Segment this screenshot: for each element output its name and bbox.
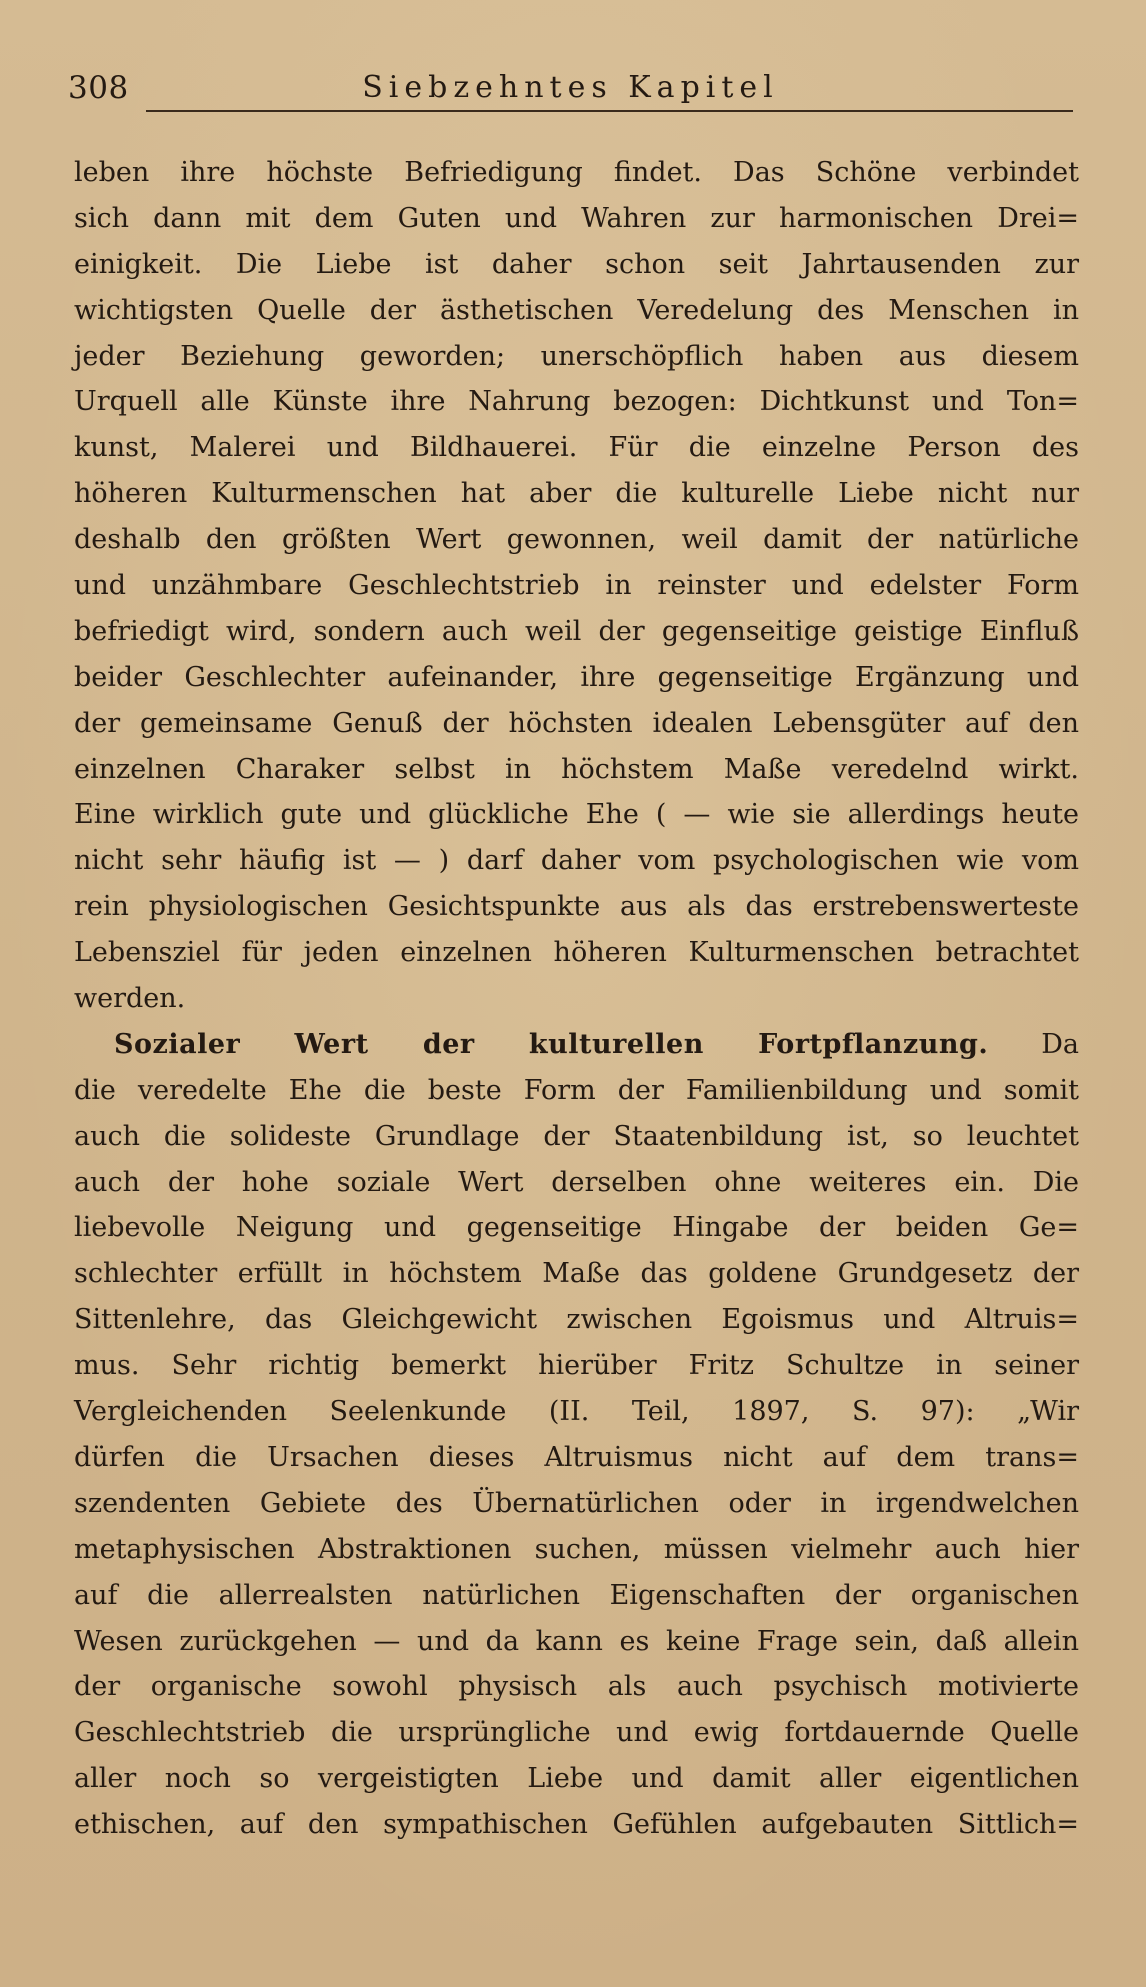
page-number: 308 — [68, 70, 129, 106]
text-line: leben ihre höchste Befriedigung findet. Das Schöne verbindet — [74, 157, 1079, 188]
text-line: aller noch so vergeistigten Liebe und damit aller eigentlichen — [74, 1763, 1079, 1795]
text-line: ethischen, auf den sympathischen Gefühlen aufgebauten Sittlich= — [74, 1809, 1079, 1841]
text-line: auf die allerrealsten natürlichen Eigenschaften der organischen — [74, 1579, 1079, 1611]
text-line: wichtigsten Quelle der ästhetischen Veredelung des Menschen in — [74, 294, 1079, 326]
text-line: Sittenlehre, das Gleichgewicht zwischen Egoismus und Altruis= — [74, 1304, 1079, 1336]
text-line: Vergleichenden Seelenkunde (II. Teil, 1897, S. 97): „Wir — [74, 1396, 1079, 1428]
text-line: sich dann mit dem Guten und Wahren zur harmonischen Drei= — [74, 202, 1079, 234]
text-line: kunst, Malerei und Bildhauerei. Für die einzelne Person des — [74, 432, 1079, 464]
text-line: jeder Beziehung geworden; unerschöpflich haben aus diesem — [74, 340, 1079, 372]
text-line: Geschlechtstrieb die ursprüngliche und ewig fortdauernde Quelle — [74, 1717, 1079, 1749]
text-line: und unzähmbare Geschlechtstrieb in reinster und edelster Form — [74, 570, 1079, 602]
text-line: der gemeinsame Genuß der höchsten idealen Lebensgüter auf den — [74, 707, 1079, 739]
text-line: befriedigt wird, sondern auch weil der gegenseitige geistige Einfluß — [74, 615, 1079, 647]
section-heading-line — [74, 1022, 1079, 1068]
text-line: auch die solideste Grundlage der Staatenbildung ist, so leuchtet — [74, 1120, 1079, 1152]
text-line: einzelnen Charaker selbst in höchstem Maße veredelnd wirkt. — [74, 753, 1079, 785]
text-line: Wesen zurückgehen — und da kann es keine Frage sein, daß allein — [74, 1625, 1079, 1657]
page-header — [68, 70, 1073, 116]
text-line: mus. Sehr richtig bemerkt hierüber Fritz Schultze in seiner — [74, 1350, 1079, 1382]
text-line: die veredelte Ehe die beste Form der Familienbildung und somit — [74, 1074, 1079, 1106]
section-heading-continuation: Da — [1041, 1028, 1079, 1060]
text-line: dürfen die Ursachen dieses Altruismus nicht auf dem trans= — [74, 1441, 1079, 1473]
body-text — [74, 150, 1079, 1848]
text-line: nicht sehr häufig ist — ) darf daher vom psychologischen wie vom — [74, 845, 1079, 877]
text-line: beider Geschlechter aufeinander, ihre gegenseitige Ergänzung und — [74, 661, 1079, 693]
text-line: liebevolle Neigung und gegenseitige Hingabe der beiden Ge= — [74, 1212, 1079, 1244]
text-line: einigkeit. Die Liebe ist daher schon seit Jahrtausenden zur — [74, 248, 1079, 280]
text-line: Urquell alle Künste ihre Nahrung bezogen: Dichtkunst und Ton= — [74, 386, 1079, 418]
header-rule — [146, 110, 1073, 112]
text-line: metaphysischen Abstraktionen suchen, müssen vielmehr auch hier — [74, 1533, 1079, 1565]
text-line: werden. — [74, 983, 186, 1015]
text-line: auch der hohe soziale Wert derselben ohne weiteres ein. Die — [74, 1166, 1079, 1198]
text-line: Lebensziel für jeden einzelnen höheren Kulturmenschen betrachtet — [74, 937, 1079, 969]
text-line: schlechter erfüllt in höchstem Maße das goldene Grundgesetz der — [74, 1258, 1079, 1290]
section-heading: Sozialer Wert der kulturellen Fortpflanzung. — [114, 1028, 989, 1060]
text-line: höheren Kulturmenschen hat aber die kulturelle Liebe nicht nur — [74, 478, 1079, 510]
text-line: Eine wirklich gute und glückliche Ehe ( — wie sie allerdings heute — [74, 799, 1079, 831]
text-line: rein physiologischen Gesichtspunkte aus als das erstrebenswerteste — [74, 891, 1079, 923]
running-head: Siebzehntes Kapitel — [362, 70, 779, 105]
text-line: der organische sowohl physisch als auch psychisch motivierte — [74, 1671, 1079, 1703]
text-line: szendenten Gebiete des Übernatürlichen oder in irgendwelchen — [74, 1487, 1079, 1519]
text-line: deshalb den größten Wert gewonnen, weil damit der natürliche — [74, 524, 1079, 556]
